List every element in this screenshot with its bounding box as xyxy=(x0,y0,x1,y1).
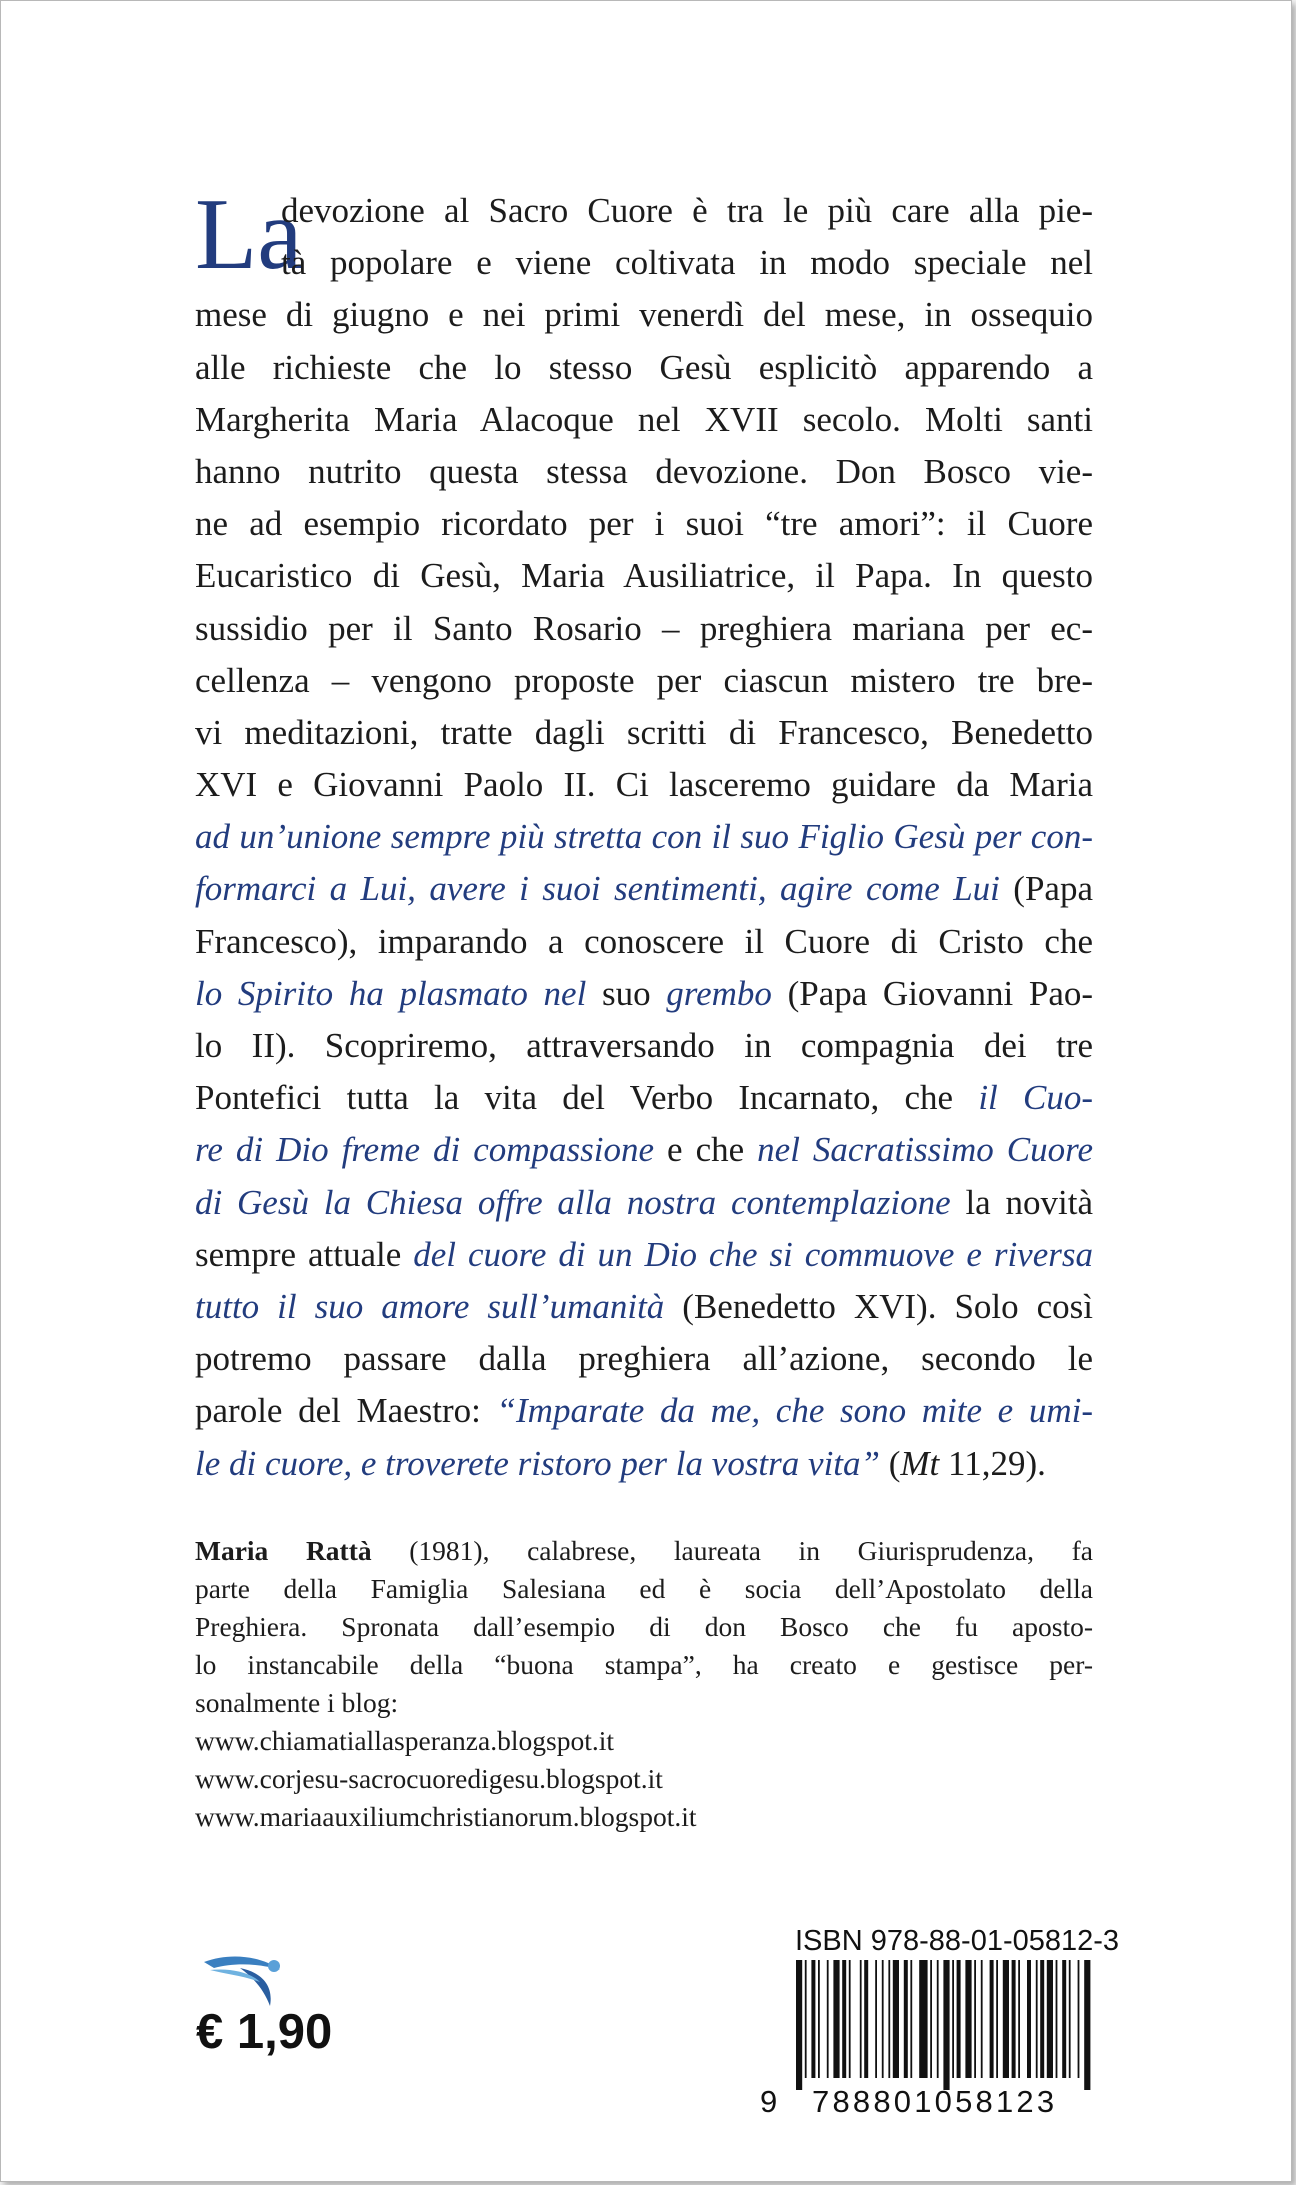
blurb-line xyxy=(195,550,1093,602)
price: € 1,90 xyxy=(196,2005,333,2059)
barcode-digit-first: 9 xyxy=(760,2084,778,2119)
quote-text: ad un’unione sempre più stretta con il suo Figlio Gesù per con- xyxy=(195,817,1093,857)
text-segment: 11,29). xyxy=(939,1443,1046,1483)
barcode-bar xyxy=(919,1960,927,2078)
text-segment: www.mariaauxiliumchristianorum.blogspot.it xyxy=(195,1801,697,1832)
text-segment: (1981), calabrese, laureata in Giurisprudenza, fa xyxy=(371,1535,1093,1566)
text-segment: Francesco), imparando a conoscere il Cuore di Cristo che xyxy=(195,921,1093,961)
blurb-line xyxy=(195,237,1093,289)
blurb-line xyxy=(195,1385,1093,1437)
barcode-bar xyxy=(1062,1960,1066,2078)
blurb-line xyxy=(195,603,1093,655)
barcode-bar xyxy=(882,1960,884,2078)
barcode-bar xyxy=(875,1960,877,2078)
barcode-bar xyxy=(1069,1960,1071,2078)
quote-text: di Gesù la Chiesa offre alla nostra contemplazione xyxy=(195,1182,951,1222)
text-segment: parole del Maestro: xyxy=(195,1391,497,1431)
barcode-bar xyxy=(1040,1960,1044,2078)
barcode-bar xyxy=(1078,1960,1080,2078)
text-segment: alle richieste che lo stesso Gesù esplicitò apparendo a xyxy=(195,347,1093,387)
bio-line xyxy=(195,1760,1093,1798)
barcode-bar xyxy=(904,1960,908,2078)
quote-text: il Cuo- xyxy=(978,1078,1094,1118)
quote-text: le di cuore, e troverete ristoro per la vostra vita” xyxy=(195,1443,880,1483)
blurb-line xyxy=(195,185,1093,237)
bio-line xyxy=(195,1684,1093,1722)
text-segment: Margherita Maria Alacoque nel XVII secolo. Molti santi xyxy=(195,399,1093,439)
barcode-bar xyxy=(860,1960,862,2078)
barcode-bar xyxy=(842,1960,846,2078)
quote-text: grembo xyxy=(666,973,772,1013)
blurb-line xyxy=(195,655,1093,707)
barcode-bar xyxy=(833,1960,839,2078)
quote-text: formarci a Lui, avere i suoi sentimenti, agire come Lui xyxy=(195,869,1000,909)
blurb-line xyxy=(195,1333,1093,1385)
publisher-logo-icon xyxy=(200,1948,296,2010)
barcode-bar xyxy=(827,1960,829,2078)
blurb-line xyxy=(195,498,1093,550)
bio-line xyxy=(195,1722,1093,1760)
barcode-bar xyxy=(981,1960,983,2078)
text-segment: lo instancabile della “buona stampa”, ha creato e gestisce per- xyxy=(195,1649,1093,1680)
blurb-line xyxy=(195,707,1093,759)
barcode-bar xyxy=(805,1960,807,2078)
barcode-bar xyxy=(937,1960,939,2078)
barcode-bar xyxy=(965,1960,971,2078)
text-segment: suo xyxy=(586,973,667,1013)
blurb-line xyxy=(195,759,1093,811)
blurb-line xyxy=(195,811,1093,863)
blurb-line xyxy=(195,916,1093,968)
text-segment: vi meditazioni, tratte dagli scritti di Francesco, Benedetto xyxy=(195,712,1093,752)
text-segment: hanno nutrito questa stessa devozione. Don Bosco vie- xyxy=(195,451,1093,491)
blurb-line xyxy=(195,394,1093,446)
text-segment: devozione al Sacro Cuore è tra le più care alla pie- xyxy=(281,191,1093,230)
blurb-line xyxy=(195,1124,1093,1176)
barcode-bar xyxy=(957,1960,961,2078)
barcode-bar xyxy=(1003,1960,1009,2078)
barcode-bar xyxy=(864,1960,868,2078)
quote-text: re di Dio freme di compassione xyxy=(195,1130,655,1170)
barcode-bar xyxy=(1027,1960,1031,2078)
bio-line xyxy=(195,1570,1093,1608)
text-segment: parte della Famiglia Salesiana ed è socia dell’Apostolato della xyxy=(195,1573,1093,1604)
blurb-line xyxy=(195,1438,1093,1490)
barcode-bar xyxy=(888,1960,890,2078)
text-segment: Pontefici tutta la vita del Verbo Incarnato, che xyxy=(195,1078,979,1118)
blurb-line xyxy=(195,863,1093,915)
barcode-bar xyxy=(1012,1960,1016,2078)
text-segment: Preghiera. Spronata dall’esempio di don Bosco che fu aposto- xyxy=(195,1611,1093,1642)
barcode-bar xyxy=(930,1960,932,2078)
text-segment: ( xyxy=(879,1443,901,1483)
text-segment: sussidio per il Santo Rosario – preghiera mariana per ec- xyxy=(195,608,1093,648)
barcode-bar xyxy=(893,1960,899,2078)
barcode xyxy=(790,1960,1096,2090)
blurb-line xyxy=(195,1072,1093,1124)
text-segment: Eucaristico di Gesù, Maria Ausiliatrice, il Papa. In questo xyxy=(195,556,1093,596)
text-segment: www.corjesu-sacrocuoredigesu.blogspot.it xyxy=(195,1763,663,1794)
quote-text: nel Sacratissimo Cuore xyxy=(757,1130,1093,1170)
quote-text: “Imparate da me, che sono mite e umi- xyxy=(496,1391,1093,1431)
blurb-line xyxy=(195,968,1093,1020)
bio-line xyxy=(195,1532,1093,1570)
text-segment: mese di giugno e nei primi venerdì del mese, in ossequio xyxy=(195,295,1093,335)
text-segment: (Benedetto XVI). Solo così xyxy=(664,1286,1093,1326)
text-segment: XVI e Giovanni Paolo II. Ci lasceremo guidare da Maria xyxy=(195,765,1093,805)
quote-text: lo Spirito ha plasmato nel xyxy=(195,973,587,1013)
bio-line xyxy=(195,1646,1093,1684)
text-segment: sonalmente i blog: xyxy=(195,1687,399,1718)
quote-text: tutto il suo amore sull’umanità xyxy=(195,1286,665,1326)
citation-text: Mt xyxy=(900,1443,940,1483)
barcode-bar xyxy=(1018,1960,1020,2078)
barcode-bar xyxy=(1056,1960,1058,2078)
text-segment: www.chiamatiallasperanza.blogspot.it xyxy=(195,1725,614,1756)
barcode-bar xyxy=(1036,1960,1038,2078)
blurb-line xyxy=(195,342,1093,394)
quote-text: del cuore di un Dio che si commuove e riversa xyxy=(413,1234,1093,1274)
barcode-bar xyxy=(811,1960,815,2078)
text-segment: sempre attuale xyxy=(195,1234,414,1274)
barcode-bar xyxy=(849,1960,851,2078)
blurb-line xyxy=(195,1020,1093,1072)
blurb-line xyxy=(195,1177,1093,1229)
blurb-line xyxy=(195,289,1093,341)
blurb-line xyxy=(195,1229,1093,1281)
barcode-bar xyxy=(990,1960,994,2078)
text-segment: lo II). Scopriremo, attraversando in compagnia dei tre xyxy=(195,1026,1093,1065)
text-segment: la novità xyxy=(950,1182,1093,1222)
barcode-bar xyxy=(952,1960,954,2078)
text-segment: tà popolare e viene coltivata in modo speciale nel xyxy=(281,243,1093,283)
barcode-bar xyxy=(1047,1960,1053,2078)
author-bio xyxy=(195,1532,1093,1836)
text-segment: potremo passare dalla preghiera all’azione, secondo le xyxy=(195,1339,1093,1379)
barcode-bar xyxy=(1084,1960,1090,2090)
barcode-bar xyxy=(943,1960,949,2090)
barcode-digits-rest: 788801058123 xyxy=(812,2084,1058,2119)
text-segment: e che xyxy=(654,1130,758,1170)
text-segment: (Papa Giovanni Pao- xyxy=(771,973,1094,1013)
blurb-line xyxy=(195,446,1093,498)
text-segment: ne ad esempio ricordato per i suoi “tre amori”: il Cuore xyxy=(195,504,1093,544)
author-name: Maria Rattà xyxy=(195,1535,372,1566)
bio-line xyxy=(195,1608,1093,1646)
isbn-label: ISBN 978-88-01-05812-3 xyxy=(795,1925,1120,1957)
drop-cap: La xyxy=(195,178,303,291)
bio-line xyxy=(195,1798,1093,1836)
text-segment: (Papa xyxy=(999,869,1093,909)
barcode-bar xyxy=(996,1960,998,2078)
barcode-bar xyxy=(910,1960,912,2078)
barcode-bar xyxy=(796,1960,802,2090)
text-segment: cellenza – vengono proposte per ciascun mistero tre bre- xyxy=(195,660,1093,700)
barcode-bar xyxy=(818,1960,820,2078)
barcode-bar xyxy=(974,1960,976,2078)
blurb-line xyxy=(195,1281,1093,1333)
blurb-text xyxy=(195,185,1093,1490)
